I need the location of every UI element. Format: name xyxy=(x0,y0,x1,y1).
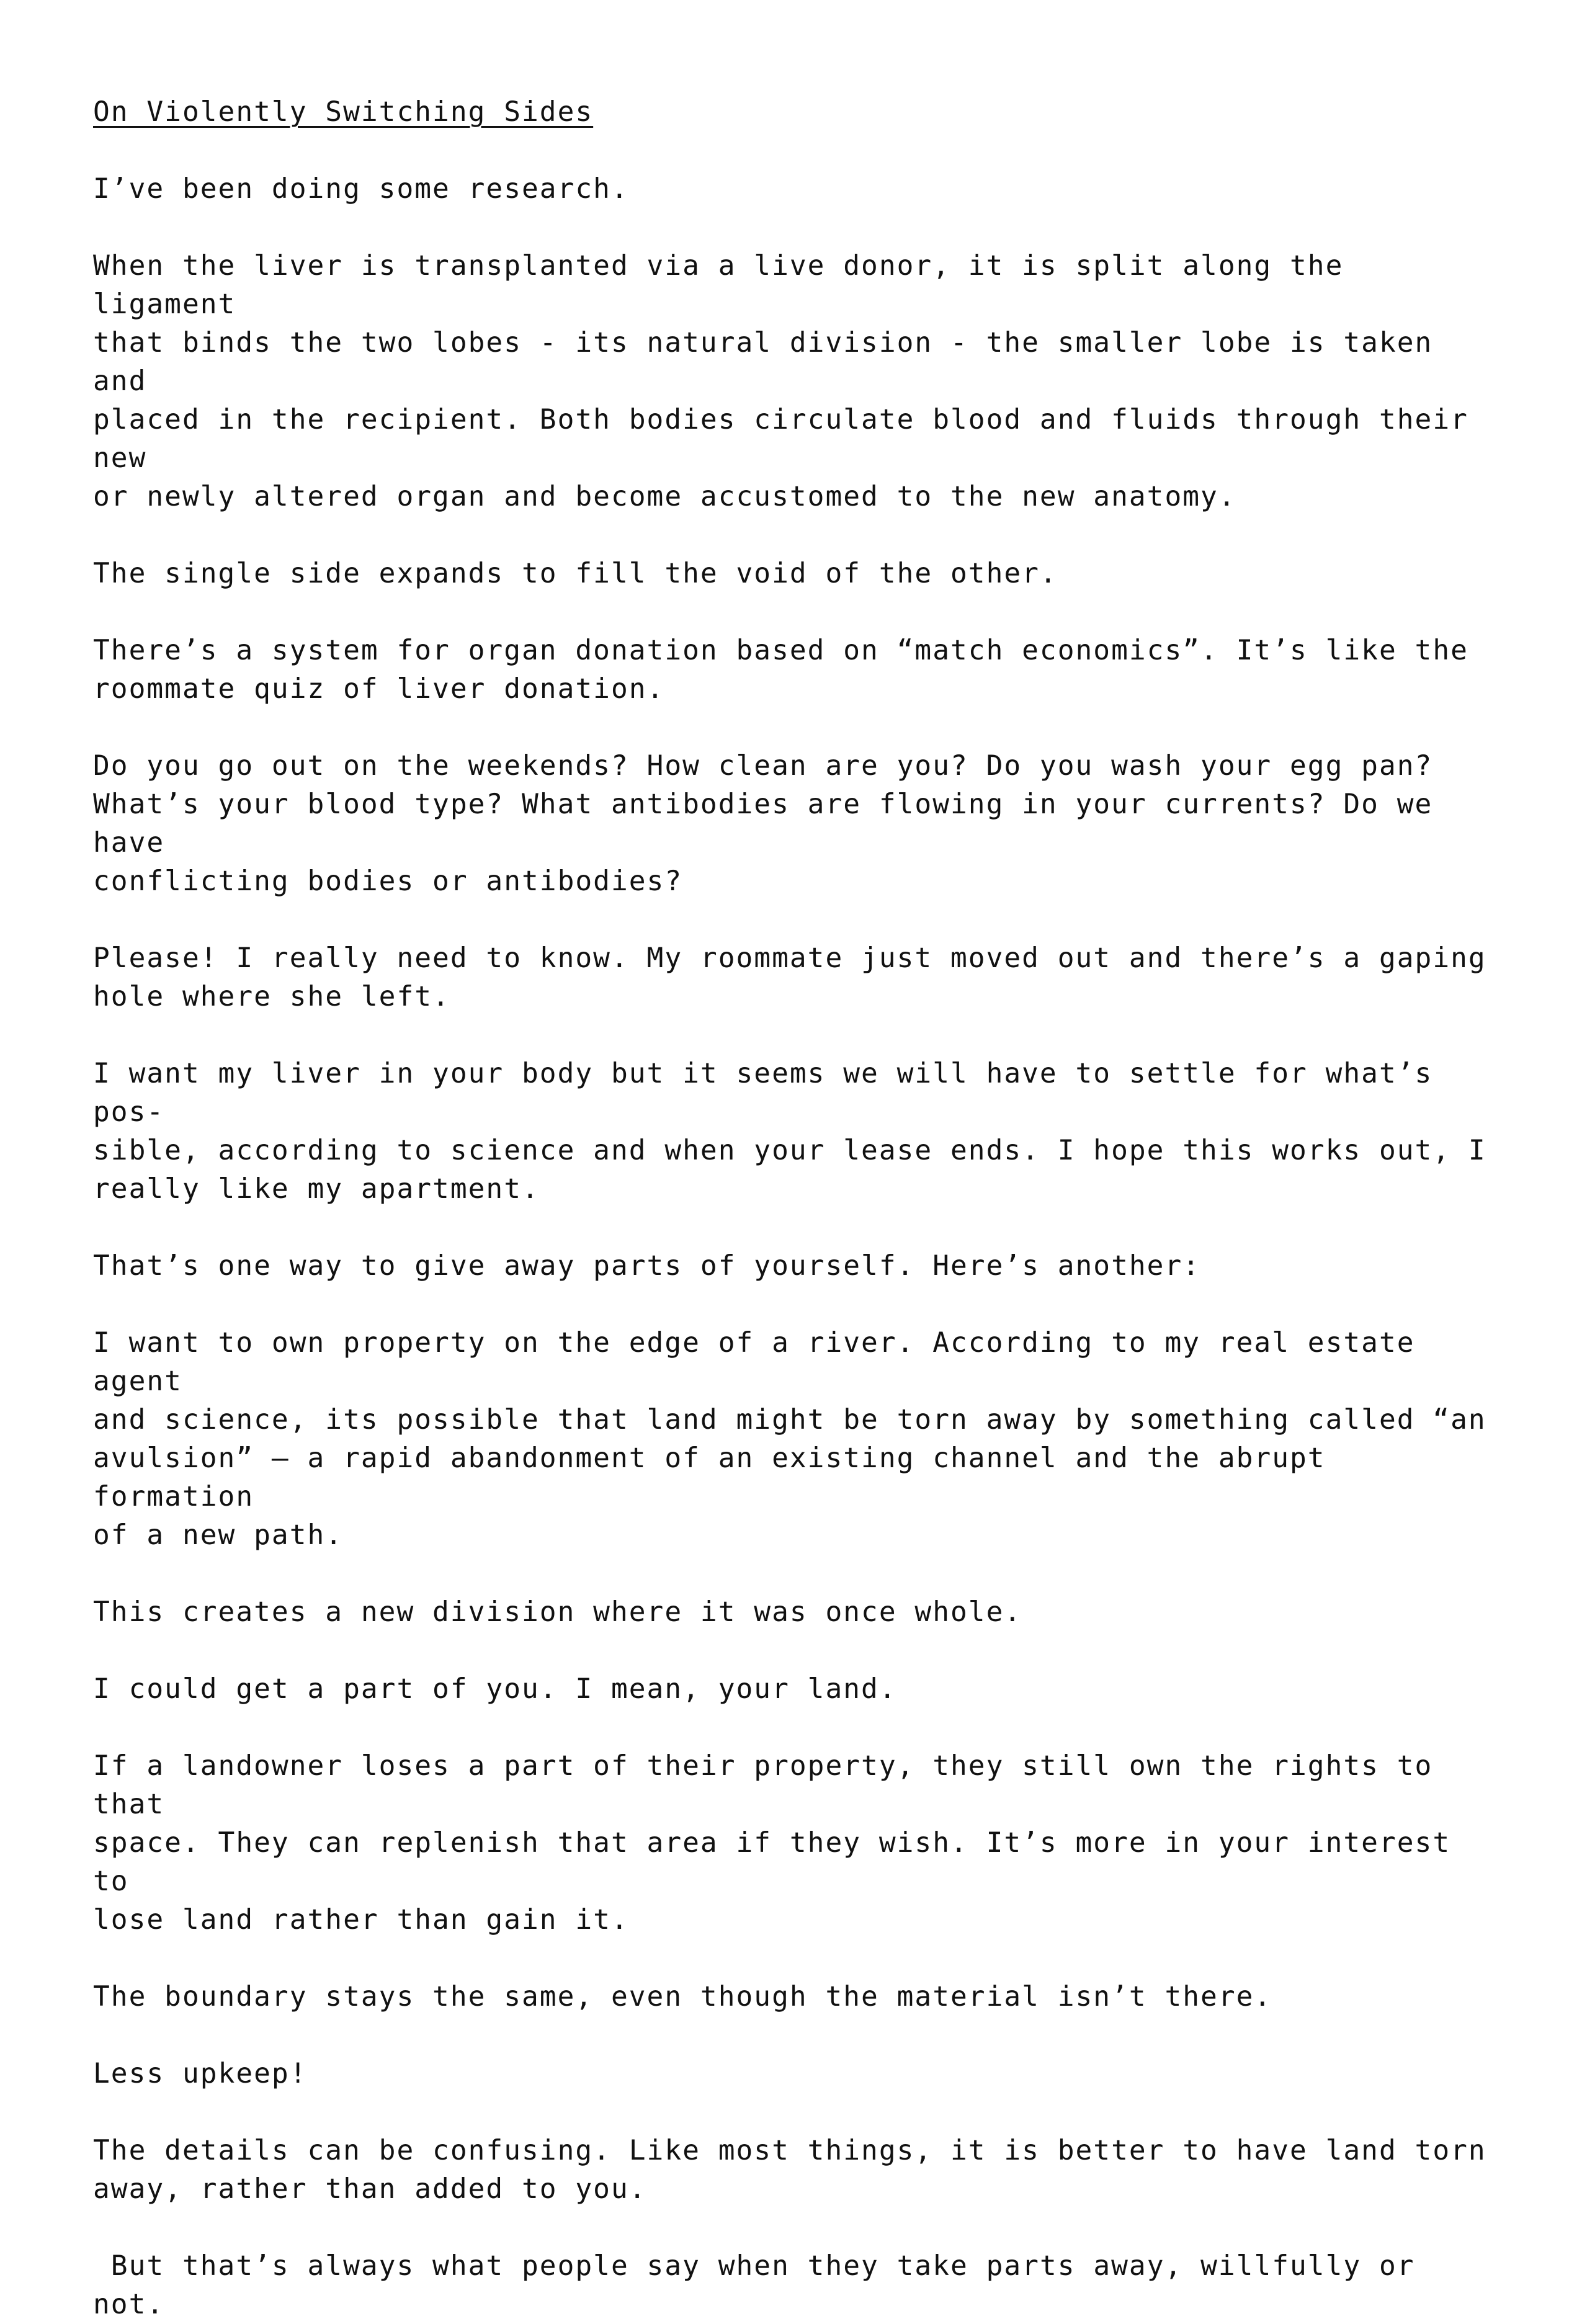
paragraph-roommate-questions: Do you go out on the weekends? How clean are you? Do you wash your egg pan? What’s your blood type? What antibodies are flowing in your currents? Do we have conflicting bodies or antibodies? xyxy=(93,750,1433,897)
paragraph-liver-in-body: I want my liver in your body but it seems we will have to settle for what’s pos- sible, according to science and when your lease ends. I hope this works out, I really like my apartment. xyxy=(93,1058,1486,1205)
paragraph-boundary: The boundary stays the same, even though the material isn’t there. xyxy=(93,1981,1272,2013)
paragraph-river-property: I want to own property on the edge of a river. According to my real estate agent and science, its possible that land might be torn away by something called “an avulsion” — a rapid abandonment of an existing channel and the abrupt formation of a new path. xyxy=(93,1327,1486,1551)
paragraph-less-upkeep: Less upkeep! xyxy=(93,2058,308,2089)
paragraph-landowner: If a landowner loses a part of their property, they still own the rights to that space. They can replenish that area if they wish. It’s more in your interest to lose land rather than gain it. xyxy=(93,1750,1451,1936)
paragraph-one-way: That’s one way to give away parts of yourself. Here’s another: xyxy=(93,1250,1201,1282)
paragraph-part-of-you: I could get a part of you. I mean, your land. xyxy=(93,1673,897,1705)
paragraph-details: The details can be confusing. Like most things, it is better to have land torn away, rather than added to you. xyxy=(93,2135,1486,2205)
paragraph-research: I’ve been doing some research. xyxy=(93,173,629,205)
paragraph-single-side: The single side expands to fill the void of the other. xyxy=(93,558,1058,589)
paragraph-liver-transplant: When the liver is transplanted via a live donor, it is split along the ligament that binds the two lobes - its natural division - the smaller lobe is taken and placed in the recipient. Both bodies circulate blood and fluids through their new or newly altered organ and become accustomed to the new anatomy. xyxy=(93,250,1468,512)
paragraph-closing: But that’s always what people say when they take parts away, willfully or not. xyxy=(93,2250,1433,2320)
paragraph-please: Please! I really need to know. My roommate just moved out and there’s a gaping hole where she left. xyxy=(93,942,1486,1012)
paragraph-match-economics: There’s a system for organ donation based on “match economics”. It’s like the roommate quiz of liver donation. xyxy=(93,635,1468,705)
document-title: On Violently Switching Sides xyxy=(93,96,594,128)
paragraph-new-division: This creates a new division where it was once whole. xyxy=(93,1596,1022,1628)
document-page xyxy=(93,93,1495,2324)
